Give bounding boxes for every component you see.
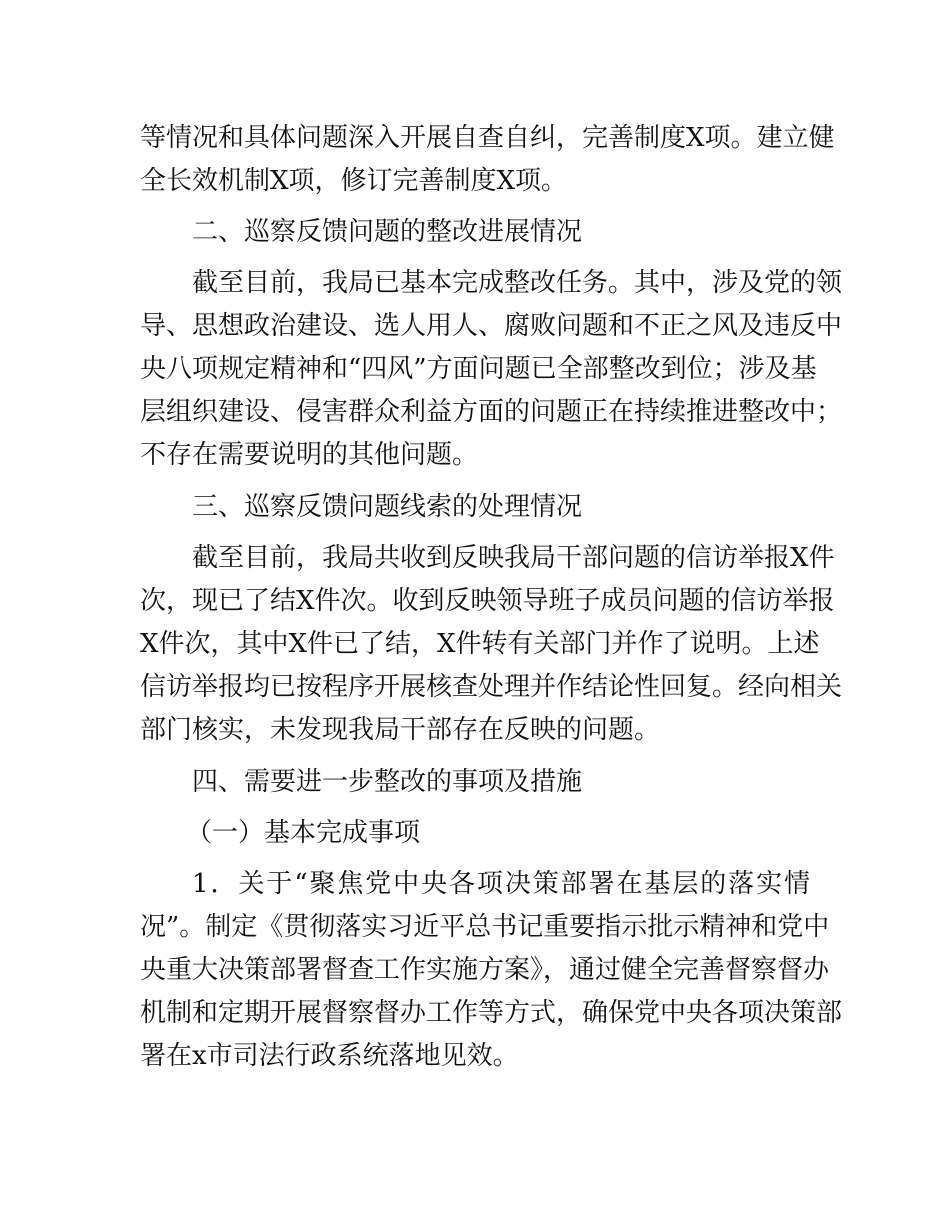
paragraph-text: 截至目前，我局共收到反映我局干部问题的信访举报X件 <box>192 543 835 573</box>
paragraph-4-line-2 <box>0 909 950 945</box>
subheading-text: （一）基本完成事项 <box>186 818 421 848</box>
paragraph-1-line-1 <box>0 120 950 156</box>
paragraph-4-line-4 <box>0 995 950 1031</box>
paragraph-text: 次，现已了结X件次。收到反映领导班子成员问题的信访举报 <box>140 586 835 616</box>
heading-text: 二、巡察反馈问题的整改进展情况 <box>192 217 583 247</box>
paragraph-text: 信访举报均已按程序开展核查处理并作结论性回复。经向相关 <box>140 672 843 702</box>
paragraph-text: 况”。制定《贯彻落实习近平总书记重要指示批示精神和党中 <box>140 912 830 942</box>
paragraph-text: 层组织建设、侵害群众利益方面的问题正在持续推进整改中； <box>140 397 843 427</box>
paragraph-3-line-2 <box>0 583 950 619</box>
paragraph-4-line-1 <box>0 866 950 902</box>
paragraph-text: 署在x市司法行政系统落地见效。 <box>140 1041 519 1071</box>
paragraph-2-line-4 <box>0 394 950 430</box>
paragraph-text: 央重大决策部署督查工作实施方案》，通过健全完善督察督办 <box>140 955 830 985</box>
paragraph-text: 机制和定期开展督察督办工作等方式，确保党中央各项决策部 <box>140 998 843 1028</box>
paragraph-text: 导、思想政治建设、选人用人、腐败问题和不正之风及违反中 <box>140 311 843 341</box>
paragraph-text: 1．关于“聚焦党中央各项决策部署在基层的落实情 <box>192 869 810 899</box>
paragraph-text: 央八项规定精神和“四风”方面问题已全部整改到位；涉及基 <box>140 354 817 384</box>
paragraph-4-line-5 <box>0 1038 950 1074</box>
section-heading-2 <box>0 214 950 250</box>
paragraph-2-line-2 <box>0 308 950 344</box>
paragraph-text: 截至目前，我局已基本完成整改任务。其中，涉及党的领 <box>192 268 843 298</box>
paragraph-3-line-1 <box>0 540 950 576</box>
subheading-1 <box>0 815 950 851</box>
paragraph-text: X件次，其中X件已了结，X件转有关部门并作了说明。上述 <box>140 629 820 659</box>
section-heading-4 <box>0 764 950 800</box>
paragraph-text: 等情况和具体问题深入开展自查自纠，完善制度X项。建立健 <box>140 123 835 153</box>
paragraph-text: 不存在需要说明的其他问题。 <box>140 440 479 470</box>
paragraph-text: 全长效机制X项，修订完善制度X项。 <box>140 166 568 196</box>
heading-text: 三、巡察反馈问题线索的处理情况 <box>192 492 583 522</box>
section-heading-3 <box>0 489 950 525</box>
paragraph-1-line-2 <box>0 163 950 199</box>
paragraph-3-line-5 <box>0 712 950 748</box>
paragraph-text: 部门核实，未发现我局干部存在反映的问题。 <box>140 715 661 745</box>
heading-text: 四、需要进一步整改的事项及措施 <box>192 767 583 797</box>
paragraph-2-line-1 <box>0 265 950 301</box>
paragraph-4-line-3 <box>0 952 950 988</box>
paragraph-3-line-3 <box>0 626 950 662</box>
paragraph-3-line-4 <box>0 669 950 705</box>
paragraph-2-line-3 <box>0 351 950 387</box>
paragraph-2-line-5 <box>0 437 950 473</box>
